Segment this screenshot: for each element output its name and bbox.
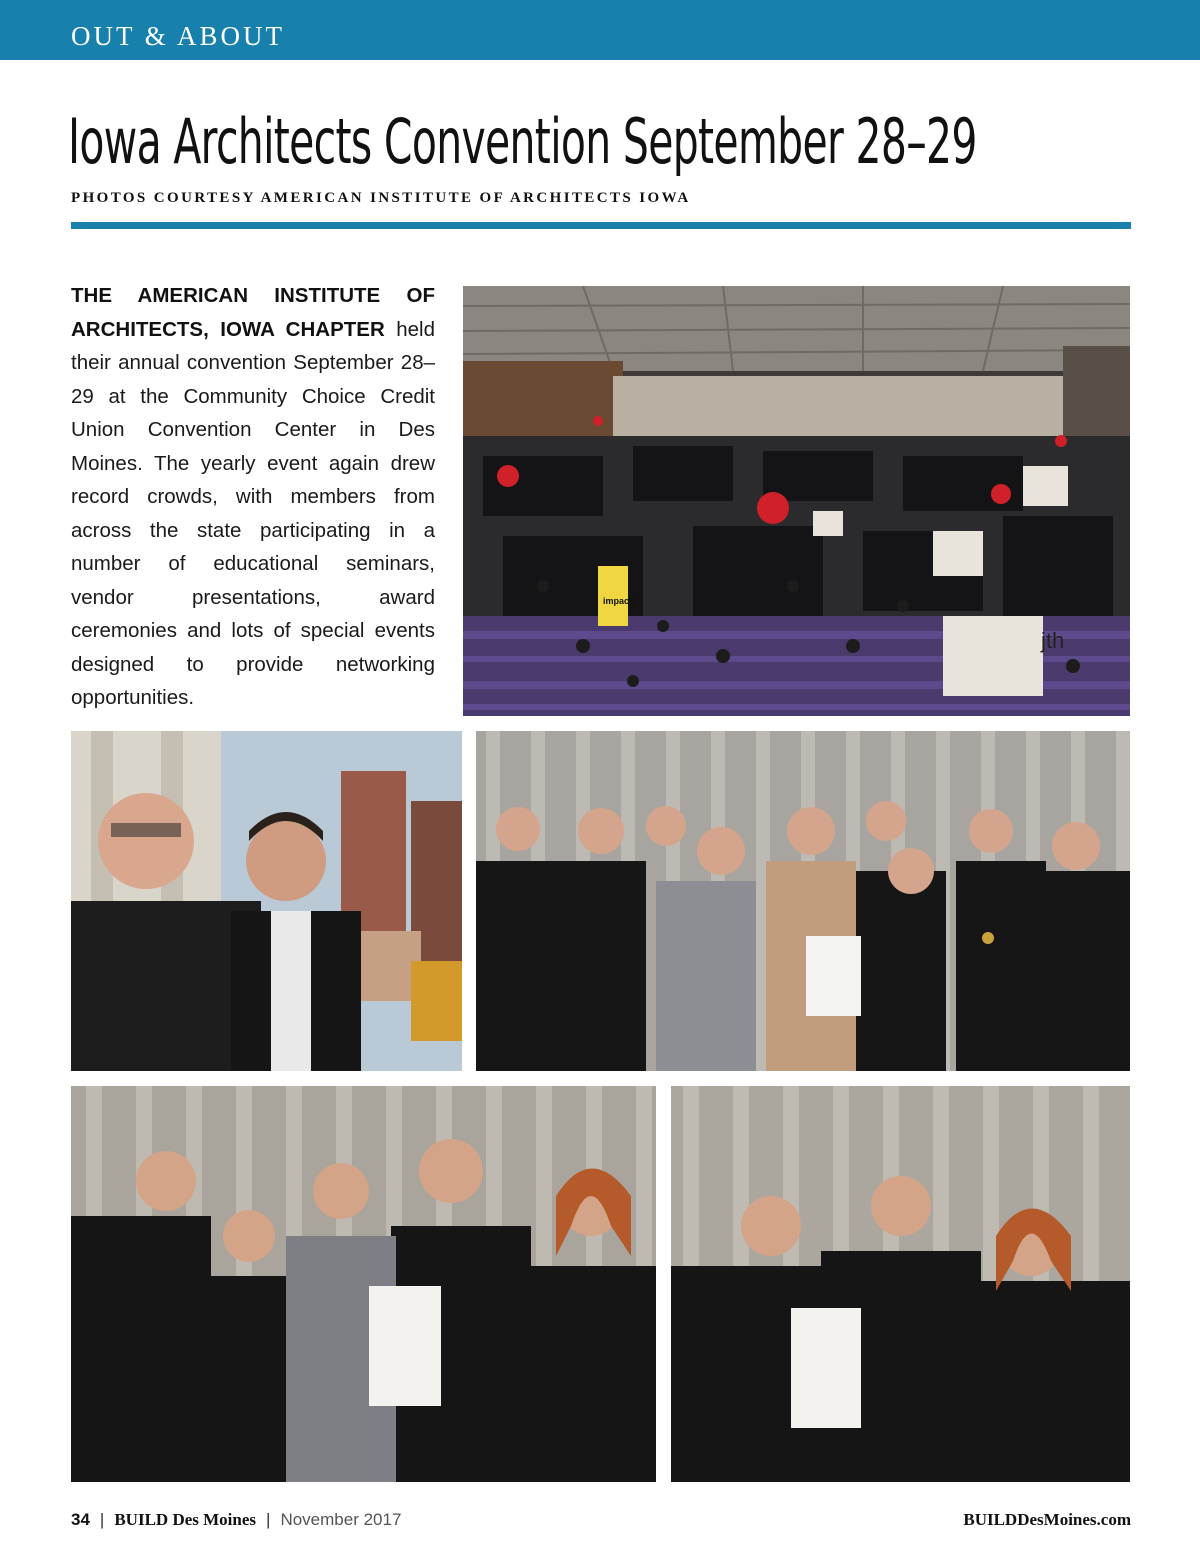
photo-expo-hall	[463, 286, 1130, 716]
title-rule	[71, 222, 1131, 229]
photo-credit: PHOTOS COURTESY AMERICAN INSTITUTE OF ARCHITECTS IOWA	[71, 190, 691, 206]
expo-sign-jth: jth	[1041, 628, 1065, 653]
photo-group-ten	[476, 731, 1130, 1071]
expo-sign-impacty: impacty	[603, 596, 638, 606]
section-header-bar	[0, 0, 1200, 60]
page-footer	[71, 1508, 1131, 1534]
intro-lead: THE AMERICAN INSTITUTE OF ARCHITECTS, IOWA CHAPTER	[71, 284, 435, 341]
photo-group-five	[71, 1086, 656, 1482]
intro-body: held their annual convention September 28–29 at the Community Choice Credit Union Convention Center in Des Moines. The yearly event again drew record crowds, with members from across the state participating in a number of educational seminars, vendor presentations, award ceremonies and lots of special events designed to provide networking opportunities.	[71, 317, 435, 709]
website-link[interactable]: BUILDDesMoines.com	[963, 1510, 1131, 1529]
photo-terrace-pair	[71, 731, 462, 1071]
magazine-name: BUILD Des Moines	[114, 1510, 257, 1529]
footer-separator: |	[266, 1510, 271, 1529]
photo-group-three	[671, 1086, 1130, 1482]
intro-paragraph	[71, 279, 435, 715]
section-label: OUT & ABOUT	[71, 21, 286, 51]
page-number: 34	[71, 1510, 90, 1529]
footer-left	[71, 1508, 401, 1532]
article-title: Iowa Architects Convention September 28–29	[68, 105, 977, 178]
footer-separator: |	[99, 1510, 105, 1529]
issue-date: November 2017	[280, 1510, 402, 1529]
